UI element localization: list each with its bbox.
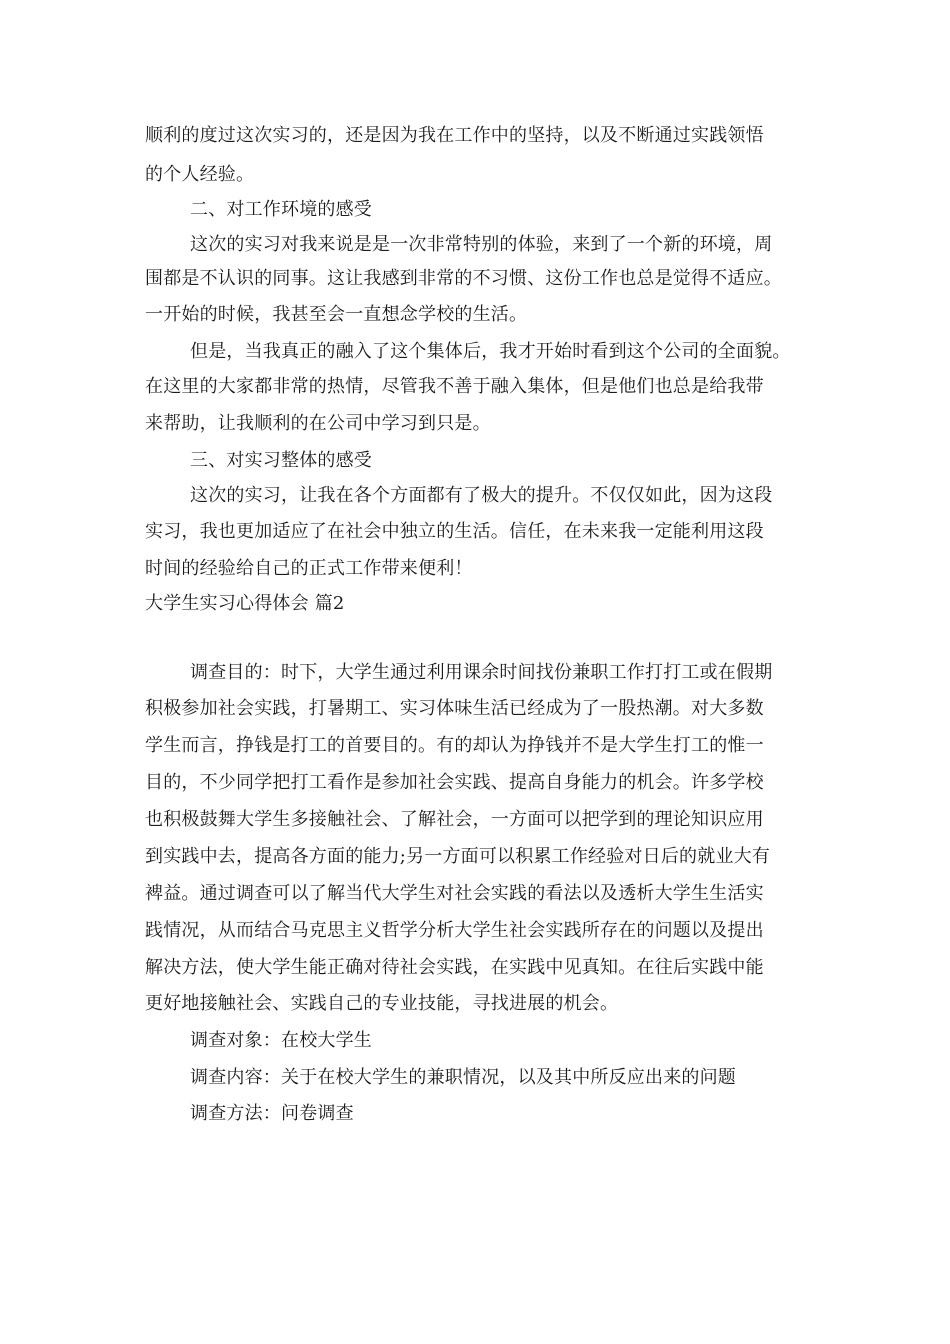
paragraph-line: 践情况，从而结合马克思主义哲学分析大学生社会实践所存在的问题以及提出 [145, 920, 764, 941]
section-heading: 三、对实习整体的感受 [190, 450, 372, 471]
paragraph-line: 顺利的度过这次实习的，还是因为我在工作中的坚持，以及不断通过实践领悟 [145, 125, 764, 146]
section-heading: 二、对工作环境的感受 [190, 199, 372, 220]
paragraph-line: 来帮助，让我顺利的在公司中学习到只是。 [145, 413, 491, 434]
paragraph-line: 积极参加社会实践，打暑期工、实习体味生活已经成为了一股热潮。对大多数 [145, 698, 764, 719]
paragraph-line: 也积极鼓舞大学生多接触社会、了解社会，一方面可以把学到的理论知识应用 [145, 809, 764, 830]
paragraph-line: 围都是不认识的同事。这让我感到非常的不习惯、这份工作也总是觉得不适应。 [145, 268, 782, 289]
survey-content: 调查内容：关于在校大学生的兼职情况，以及其中所反应出来的问题 [190, 1067, 736, 1088]
paragraph-line: 学生而言，挣钱是打工的首要目的。有的却认为挣钱并不是大学生打工的惟一 [145, 735, 764, 756]
paragraph-line: 实习，我也更加适应了在社会中独立的生活。信任，在未来我一定能利用这段 [145, 521, 764, 542]
paragraph-line: 调查目的：时下，大学生通过利用课余时间找份兼职工作打打工或在假期 [190, 662, 773, 683]
article-title: 大学生实习心得体会 篇2 [145, 593, 345, 614]
paragraph-line: 解决方法，使大学生能正确对待社会实践，在实践中见真知。在往后实践中能 [145, 957, 764, 978]
survey-object: 调查对象：在校大学生 [190, 1030, 372, 1051]
paragraph-line: 更好地接触社会、实践自己的专业技能，寻找进展的机会。 [145, 993, 619, 1014]
paragraph-line: 到实践中去，提高各方面的能力;另一方面可以积累工作经验对日后的就业大有 [145, 846, 771, 867]
paragraph-line: 裨益。通过调查可以了解当代大学生对社会实践的看法以及透析大学生生活实 [145, 883, 764, 904]
survey-method: 调查方法：问卷调查 [190, 1103, 354, 1124]
paragraph-line: 目的，不少同学把打工看作是参加社会实践、提高自身能力的机会。许多学校 [145, 772, 764, 793]
paragraph-line: 一开始的时候，我甚至会一直想念学校的生活。 [145, 304, 528, 325]
paragraph-line: 的个人经验。 [145, 164, 255, 185]
paragraph-line: 时间的经验给自己的正式工作带来便利！ [145, 558, 473, 579]
paragraph-line: 在这里的大家都非常的热情，尽管我不善于融入集体，但是他们也总是给我带 [145, 376, 764, 397]
paragraph-line: 这次的实习，让我在各个方面都有了极大的提升。不仅仅如此，因为这段 [190, 485, 773, 506]
paragraph-line: 这次的实习对我来说是是一次非常特别的体验，来到了一个新的环境，周 [190, 234, 773, 255]
paragraph-line: 但是，当我真正的融入了这个集体后，我才开始时看到这个公司的全面貌。 [190, 341, 791, 362]
